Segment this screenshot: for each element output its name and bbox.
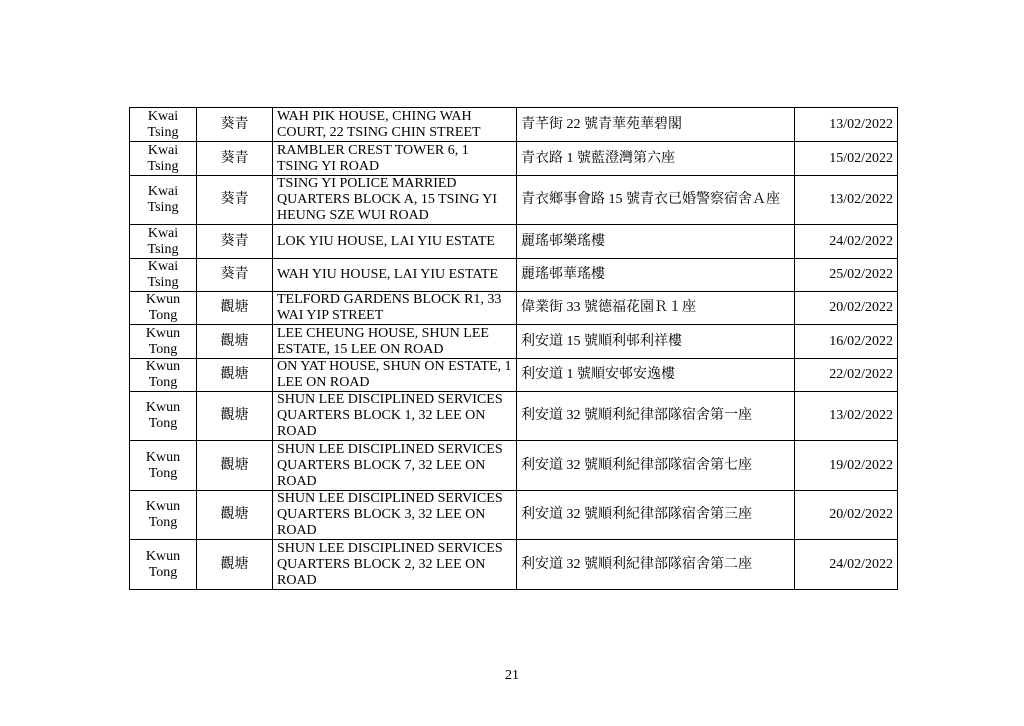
address-zh-cell: 利安道 32 號順利紀律部隊宿舍第二座	[517, 540, 795, 590]
district-zh-cell: 觀塘	[197, 359, 273, 392]
district-zh-cell: 觀塘	[197, 540, 273, 590]
address-zh-cell: 利安道 32 號順利紀律部隊宿舍第七座	[517, 441, 795, 491]
table-row	[130, 108, 898, 142]
page-number: 21	[505, 668, 519, 683]
district-en-cell: Kwun Tong	[130, 491, 197, 540]
table-row	[130, 259, 898, 292]
address-en-cell: LOK YIU HOUSE, LAI YIU ESTATE	[273, 225, 517, 259]
table-row	[130, 176, 898, 225]
address-en-cell: SHUN LEE DISCIPLINED SERVICES QUARTERS BLOCK 2, 32 LEE ON ROAD	[273, 540, 517, 590]
address-zh-cell: 青衣鄉事會路 15 號青衣已婚警察宿舍Ａ座	[517, 176, 795, 225]
address-en-cell: TSING YI POLICE MARRIED QUARTERS BLOCK A, 15 TSING YI HEUNG SZE WUI ROAD	[273, 176, 517, 225]
district-en-cell: Kwun Tong	[130, 441, 197, 491]
district-zh-cell: 葵青	[197, 108, 273, 142]
district-en-cell: Kwai Tsing	[130, 176, 197, 225]
table-row	[130, 225, 898, 259]
address-zh-cell: 麗瑤邨樂瑤樓	[517, 225, 795, 259]
district-en-cell: Kwun Tong	[130, 359, 197, 392]
address-zh-cell: 利安道 32 號順利紀律部隊宿舍第一座	[517, 392, 795, 441]
address-en-cell: TELFORD GARDENS BLOCK R1, 33 WAI YIP STREET	[273, 292, 517, 325]
date-cell: 24/02/2022	[795, 225, 898, 259]
table-row	[130, 540, 898, 590]
address-zh-cell: 利安道 15 號順利邨利祥樓	[517, 325, 795, 359]
district-en-cell: Kwun Tong	[130, 292, 197, 325]
date-cell: 20/02/2022	[795, 292, 898, 325]
address-en-cell: SHUN LEE DISCIPLINED SERVICES QUARTERS BLOCK 3, 32 LEE ON ROAD	[273, 491, 517, 540]
date-cell: 20/02/2022	[795, 491, 898, 540]
address-en-cell: WAH YIU HOUSE, LAI YIU ESTATE	[273, 259, 517, 292]
buildings-table	[129, 107, 898, 590]
district-en-cell: Kwun Tong	[130, 540, 197, 590]
table-row	[130, 392, 898, 441]
district-en-cell: Kwun Tong	[130, 392, 197, 441]
district-en-cell: Kwai Tsing	[130, 108, 197, 142]
date-cell: 16/02/2022	[795, 325, 898, 359]
address-zh-cell: 利安道 32 號順利紀律部隊宿舍第三座	[517, 491, 795, 540]
table-row	[130, 491, 898, 540]
address-en-cell: SHUN LEE DISCIPLINED SERVICES QUARTERS BLOCK 1, 32 LEE ON ROAD	[273, 392, 517, 441]
table-row	[130, 441, 898, 491]
district-zh-cell: 觀塘	[197, 441, 273, 491]
address-en-cell: WAH PIK HOUSE, CHING WAH COURT, 22 TSING CHIN STREET	[273, 108, 517, 142]
district-zh-cell: 葵青	[197, 259, 273, 292]
address-zh-cell: 偉業街 33 號德福花園Ｒ１座	[517, 292, 795, 325]
address-zh-cell: 利安道 1 號順安邨安逸樓	[517, 359, 795, 392]
date-cell: 15/02/2022	[795, 142, 898, 176]
district-en-cell: Kwai Tsing	[130, 225, 197, 259]
date-cell: 24/02/2022	[795, 540, 898, 590]
district-zh-cell: 觀塘	[197, 292, 273, 325]
address-en-cell: SHUN LEE DISCIPLINED SERVICES QUARTERS BLOCK 7, 32 LEE ON ROAD	[273, 441, 517, 491]
district-zh-cell: 葵青	[197, 225, 273, 259]
date-cell: 25/02/2022	[795, 259, 898, 292]
district-en-cell: Kwai Tsing	[130, 259, 197, 292]
table-row	[130, 359, 898, 392]
district-zh-cell: 葵青	[197, 142, 273, 176]
address-en-cell: LEE CHEUNG HOUSE, SHUN LEE ESTATE, 15 LEE ON ROAD	[273, 325, 517, 359]
district-zh-cell: 葵青	[197, 176, 273, 225]
date-cell: 13/02/2022	[795, 108, 898, 142]
address-zh-cell: 青衣路 1 號藍澄灣第六座	[517, 142, 795, 176]
table-row	[130, 142, 898, 176]
date-cell: 19/02/2022	[795, 441, 898, 491]
district-zh-cell: 觀塘	[197, 392, 273, 441]
district-zh-cell: 觀塘	[197, 491, 273, 540]
address-zh-cell: 麗瑤邨華瑤樓	[517, 259, 795, 292]
district-en-cell: Kwai Tsing	[130, 142, 197, 176]
date-cell: 13/02/2022	[795, 176, 898, 225]
district-en-cell: Kwun Tong	[130, 325, 197, 359]
date-cell: 13/02/2022	[795, 392, 898, 441]
address-en-cell: ON YAT HOUSE, SHUN ON ESTATE, 1 LEE ON ROAD	[273, 359, 517, 392]
table-row	[130, 292, 898, 325]
district-zh-cell: 觀塘	[197, 325, 273, 359]
address-zh-cell: 青芊街 22 號青華苑華碧閣	[517, 108, 795, 142]
table-row	[130, 325, 898, 359]
address-en-cell: RAMBLER CREST TOWER 6, 1 TSING YI ROAD	[273, 142, 517, 176]
date-cell: 22/02/2022	[795, 359, 898, 392]
